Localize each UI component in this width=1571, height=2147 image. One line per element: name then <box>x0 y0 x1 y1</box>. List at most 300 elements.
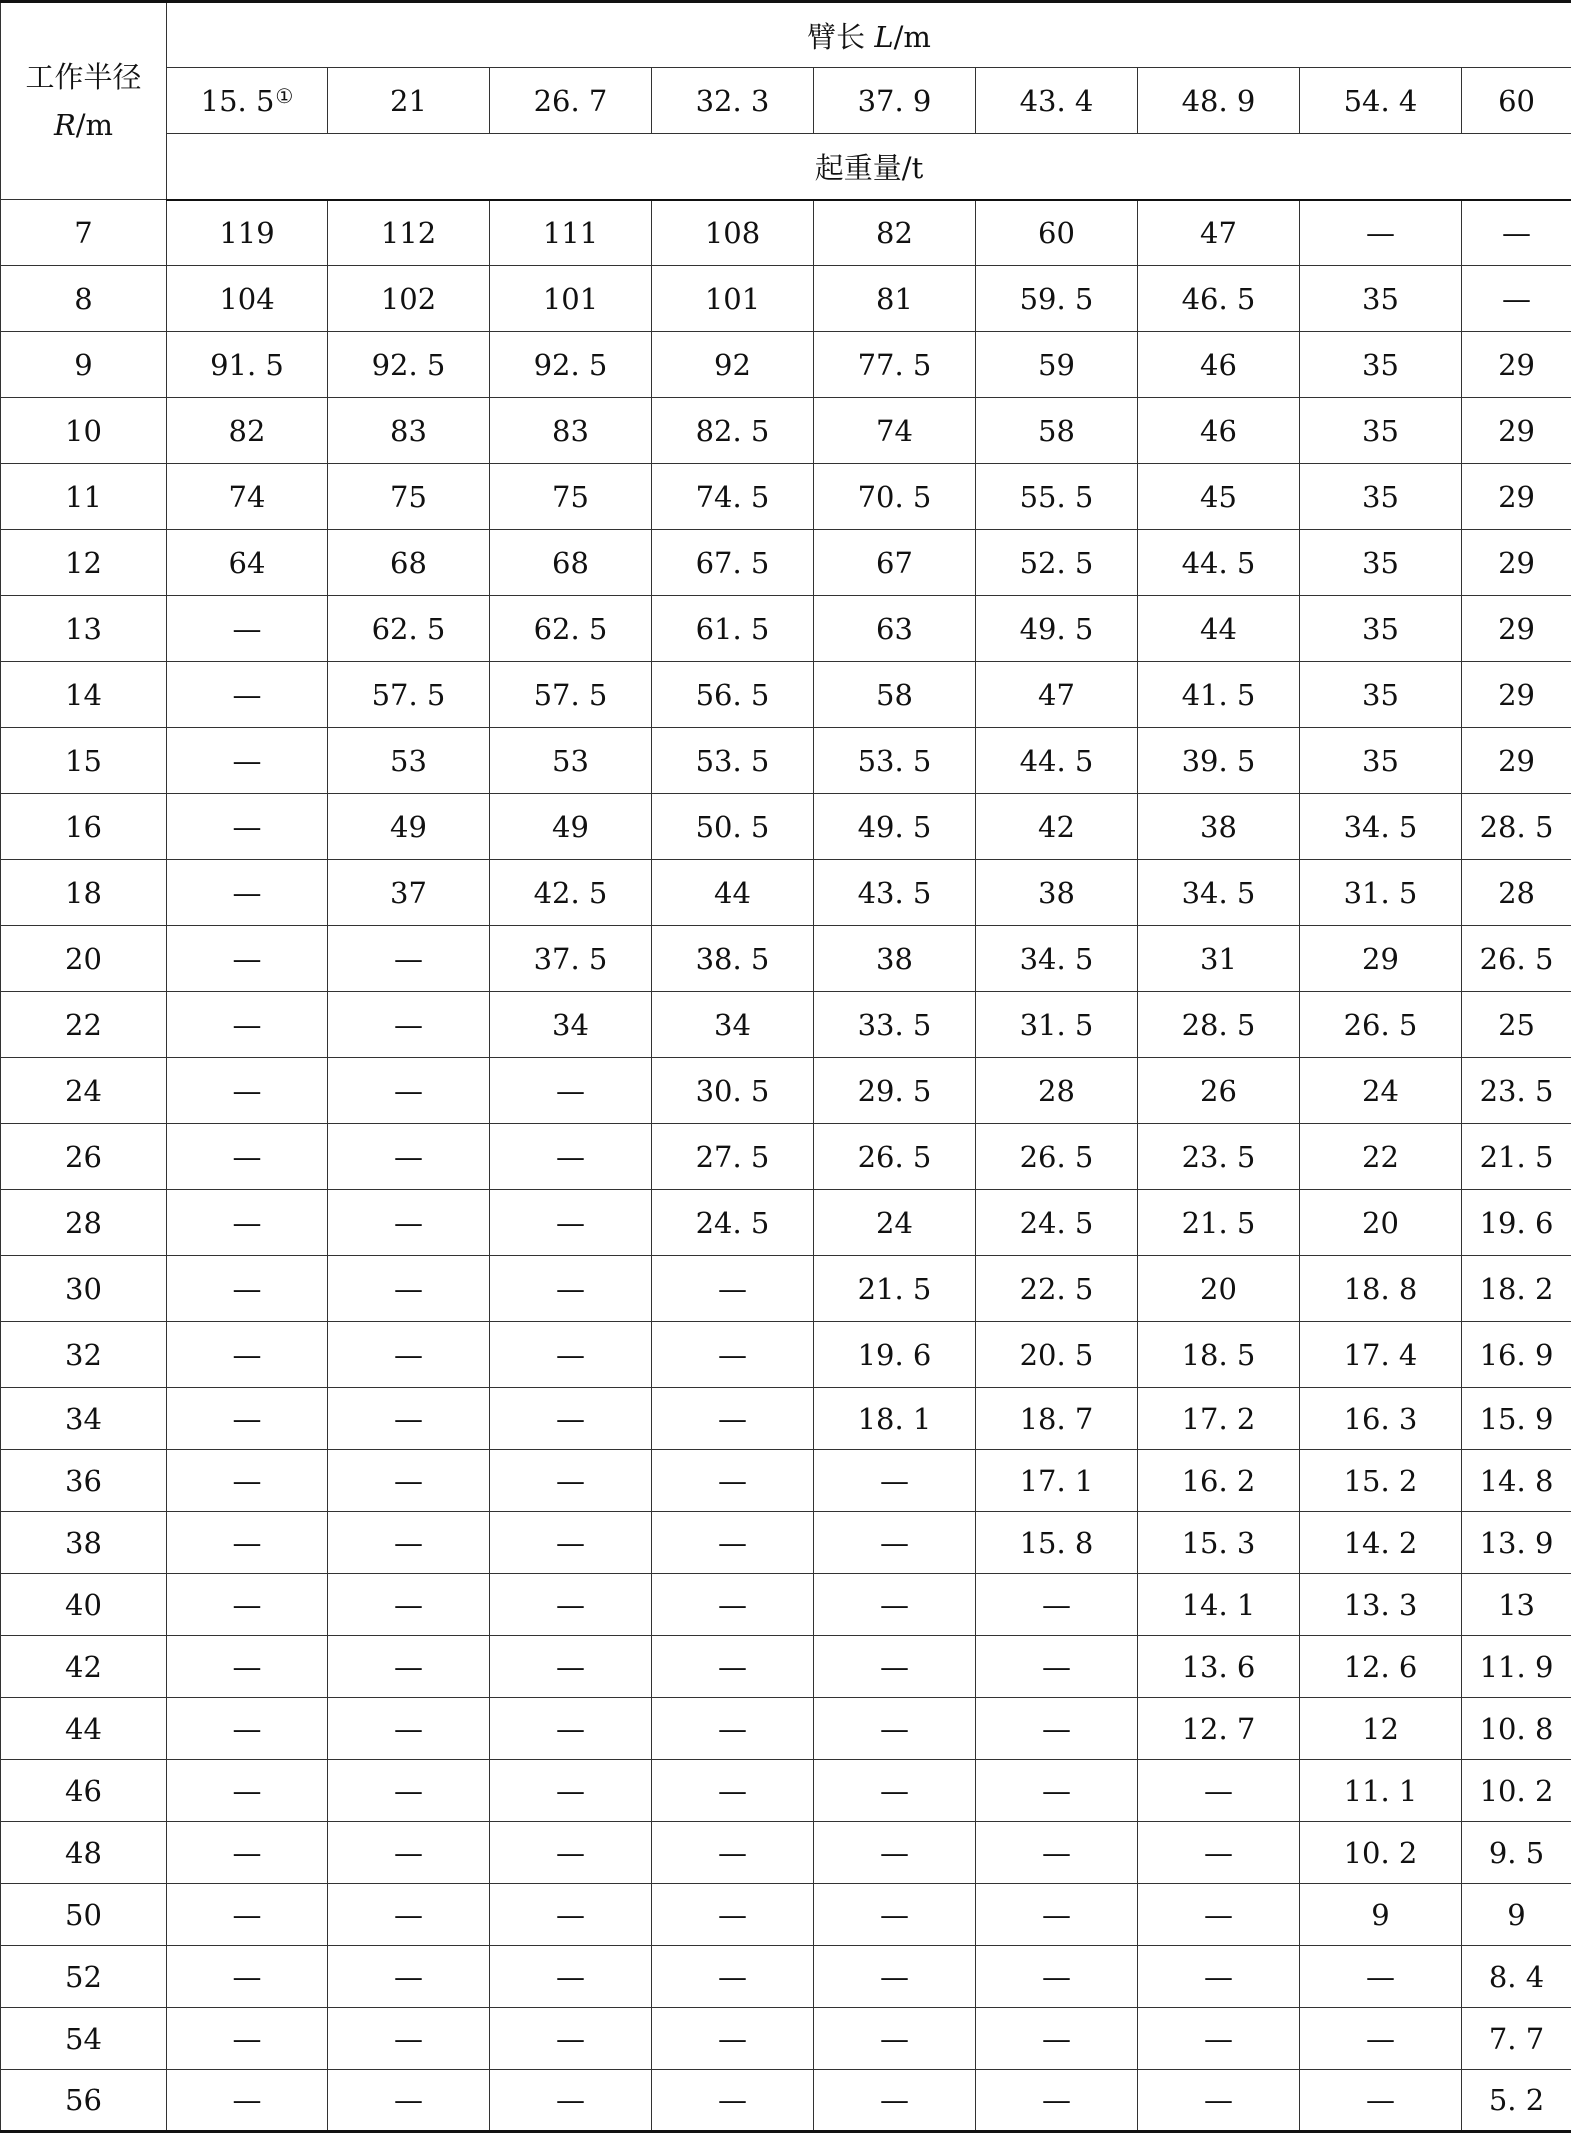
capacity-cell: 74. 5 <box>652 464 814 530</box>
table-row <box>1 728 1571 794</box>
capacity-cell: 20. 5 <box>976 1322 1138 1388</box>
boom-length-value: 15. 5 <box>200 83 275 118</box>
capacity-cell: — <box>1138 2008 1300 2070</box>
capacity-cell: 49. 5 <box>814 794 976 860</box>
capacity-cell: — <box>1138 1822 1300 1884</box>
capacity-cell: — <box>652 1512 814 1574</box>
radius-header-cell <box>1 2 167 200</box>
capacity-cell: 45 <box>1138 464 1300 530</box>
capacity-cell: — <box>328 2008 490 2070</box>
capacity-cell: 23. 5 <box>1462 1058 1571 1124</box>
boom-length-value: 43. 4 <box>1019 83 1094 118</box>
capacity-cell: 68 <box>490 530 652 596</box>
capacity-cell: — <box>1138 2070 1300 2132</box>
radius-cell: 46 <box>1 1760 167 1822</box>
capacity-cell: 55. 5 <box>976 464 1138 530</box>
capacity-cell: 11. 1 <box>1300 1760 1462 1822</box>
boom-length-value: 48. 9 <box>1181 83 1256 118</box>
capacity-cell: — <box>652 1946 814 2008</box>
table-row <box>1 2008 1571 2070</box>
capacity-cell: 60 <box>976 200 1138 266</box>
capacity-cell: 46 <box>1138 398 1300 464</box>
capacity-cell: — <box>652 1388 814 1450</box>
capacity-cell: — <box>167 1322 328 1388</box>
capacity-cell: — <box>167 1946 328 2008</box>
radius-cell: 8 <box>1 266 167 332</box>
radius-cell: 30 <box>1 1256 167 1322</box>
capacity-cell: 15. 2 <box>1300 1450 1462 1512</box>
radius-symbol: R <box>53 108 76 142</box>
capacity-cell: — <box>1138 1760 1300 1822</box>
capacity-cell: 35 <box>1300 662 1462 728</box>
capacity-cell: 31. 5 <box>976 992 1138 1058</box>
radius-cell: 13 <box>1 596 167 662</box>
capacity-cell: — <box>490 1822 652 1884</box>
capacity-cell: 18. 5 <box>1138 1322 1300 1388</box>
radius-cell: 34 <box>1 1388 167 1450</box>
capacity-cell: 35 <box>1300 728 1462 794</box>
capacity-cell: 81 <box>814 266 976 332</box>
capacity-cell: 29 <box>1462 662 1571 728</box>
capacity-cell: — <box>328 926 490 992</box>
capacity-cell: — <box>1300 2070 1462 2132</box>
capacity-cell: — <box>490 1190 652 1256</box>
boom-length-cell <box>976 68 1138 134</box>
capacity-cell: 35 <box>1300 530 1462 596</box>
capacity-cell: 28 <box>1462 860 1571 926</box>
capacity-cell: 29 <box>1300 926 1462 992</box>
table-row <box>1 1760 1571 1822</box>
radius-unit: /m <box>75 108 114 142</box>
table-row <box>1 1322 1571 1388</box>
capacity-cell: 14. 8 <box>1462 1450 1571 1512</box>
boom-length-cell <box>652 68 814 134</box>
capacity-cell: 10. 2 <box>1300 1822 1462 1884</box>
boom-length-value: 37. 9 <box>857 83 932 118</box>
capacity-cell: — <box>814 1636 976 1698</box>
capacity-cell: 30. 5 <box>652 1058 814 1124</box>
boom-length-cell <box>1138 68 1300 134</box>
capacity-cell: 18. 1 <box>814 1388 976 1450</box>
capacity-cell: 17. 1 <box>976 1450 1138 1512</box>
capacity-cell: 42 <box>976 794 1138 860</box>
capacity-cell: 21. 5 <box>1462 1124 1571 1190</box>
boom-length-value: 54. 4 <box>1343 83 1418 118</box>
capacity-cell: 39. 5 <box>1138 728 1300 794</box>
capacity-cell: 16. 2 <box>1138 1450 1300 1512</box>
capacity-cell: 34. 5 <box>1138 860 1300 926</box>
table-row <box>1 860 1571 926</box>
capacity-cell: — <box>814 2008 976 2070</box>
capacity-cell: — <box>167 1256 328 1322</box>
capacity-cell: 29 <box>1462 530 1571 596</box>
capacity-cell: 10. 2 <box>1462 1760 1571 1822</box>
table-row <box>1 596 1571 662</box>
capacity-cell: 53 <box>490 728 652 794</box>
capacity-cell: 18. 8 <box>1300 1256 1462 1322</box>
capacity-cell: 12 <box>1300 1698 1462 1760</box>
capacity-cell: 31 <box>1138 926 1300 992</box>
capacity-cell: — <box>814 1760 976 1822</box>
table-body <box>1 200 1571 2132</box>
capacity-cell: — <box>490 1512 652 1574</box>
boom-length-cell <box>167 68 328 134</box>
table-row <box>1 1256 1571 1322</box>
capacity-cell: 12. 7 <box>1138 1698 1300 1760</box>
capacity-cell: — <box>1462 200 1571 266</box>
capacity-cell: — <box>167 596 328 662</box>
boom-length-value: 21 <box>390 83 427 118</box>
table-row <box>1 1946 1571 2008</box>
capacity-cell: — <box>328 1698 490 1760</box>
capacity-cell: 34. 5 <box>1300 794 1462 860</box>
capacity-cell: — <box>167 1760 328 1822</box>
capacity-cell: 74 <box>814 398 976 464</box>
table-row <box>1 398 1571 464</box>
capacity-cell: — <box>652 1760 814 1822</box>
radius-cell: 14 <box>1 662 167 728</box>
capacity-cell: — <box>490 2008 652 2070</box>
capacity-cell: 14. 2 <box>1300 1512 1462 1574</box>
capacity-cell: 28 <box>976 1058 1138 1124</box>
capacity-cell: 29 <box>1462 398 1571 464</box>
radius-label: 工作半径 <box>25 60 142 94</box>
radius-cell: 44 <box>1 1698 167 1760</box>
table-row <box>1 464 1571 530</box>
capacity-cell: 24. 5 <box>652 1190 814 1256</box>
capacity-cell: — <box>328 1450 490 1512</box>
capacity-cell: 101 <box>490 266 652 332</box>
capacity-cell: 112 <box>328 200 490 266</box>
capacity-cell: — <box>490 1946 652 2008</box>
capacity-cell: — <box>167 794 328 860</box>
capacity-cell: — <box>167 1058 328 1124</box>
capacity-cell: — <box>814 1884 976 1946</box>
capacity-cell: — <box>328 1256 490 1322</box>
capacity-cell: 111 <box>490 200 652 266</box>
capacity-cell: — <box>490 1388 652 1450</box>
capacity-cell: — <box>814 1512 976 1574</box>
capacity-cell: 57. 5 <box>490 662 652 728</box>
capacity-cell: 15. 8 <box>976 1512 1138 1574</box>
capacity-cell: 27. 5 <box>652 1124 814 1190</box>
capacity-cell: 26. 5 <box>976 1124 1138 1190</box>
capacity-cell: — <box>328 1124 490 1190</box>
table-row <box>1 662 1571 728</box>
table-row <box>1 1058 1571 1124</box>
capacity-cell: — <box>490 2070 652 2132</box>
capacity-cell: — <box>167 1512 328 1574</box>
capacity-cell: 108 <box>652 200 814 266</box>
radius-symbol-line <box>1 101 166 149</box>
capacity-cell: 5. 2 <box>1462 2070 1571 2132</box>
capacity-cell: 43. 5 <box>814 860 976 926</box>
radius-cell: 26 <box>1 1124 167 1190</box>
footnote-marker: ① <box>275 83 294 108</box>
capacity-cell: 92. 5 <box>328 332 490 398</box>
capacity-cell: 53. 5 <box>652 728 814 794</box>
table-row <box>1 1388 1571 1450</box>
capacity-cell: 18. 2 <box>1462 1256 1571 1322</box>
capacity-cell: 75 <box>328 464 490 530</box>
capacity-cell: — <box>976 1760 1138 1822</box>
radius-cell: 42 <box>1 1636 167 1698</box>
capacity-cell: — <box>490 1450 652 1512</box>
capacity-cell: — <box>652 1450 814 1512</box>
capacity-cell: — <box>490 1760 652 1822</box>
capacity-cell: 19. 6 <box>814 1322 976 1388</box>
capacity-cell: 26. 5 <box>814 1124 976 1190</box>
boom-length-cell <box>814 68 976 134</box>
capacity-cell: 15. 3 <box>1138 1512 1300 1574</box>
radius-cell: 32 <box>1 1322 167 1388</box>
capacity-cell: 53. 5 <box>814 728 976 794</box>
capacity-cell: — <box>328 1058 490 1124</box>
capacity-cell: 63 <box>814 596 976 662</box>
boom-length-row <box>1 68 1571 134</box>
capacity-cell: 13 <box>1462 1574 1571 1636</box>
radius-cell: 28 <box>1 1190 167 1256</box>
boom-length-cell <box>1462 68 1571 134</box>
capacity-cell: — <box>652 2008 814 2070</box>
capacity-cell: 49. 5 <box>976 596 1138 662</box>
capacity-cell: 24 <box>814 1190 976 1256</box>
capacity-cell: 33. 5 <box>814 992 976 1058</box>
capacity-cell: 50. 5 <box>652 794 814 860</box>
capacity-cell: — <box>652 1322 814 1388</box>
capacity-cell: 77. 5 <box>814 332 976 398</box>
radius-cell: 16 <box>1 794 167 860</box>
capacity-cell: 38 <box>1138 794 1300 860</box>
capacity-cell: 29. 5 <box>814 1058 976 1124</box>
capacity-cell: 9. 5 <box>1462 1822 1571 1884</box>
capacity-cell: 12. 6 <box>1300 1636 1462 1698</box>
boom-length-value: 26. 7 <box>533 83 608 118</box>
boom-symbol: L <box>874 19 894 54</box>
capacity-cell: — <box>652 1256 814 1322</box>
capacity-cell: — <box>976 1636 1138 1698</box>
capacity-cell: 17. 4 <box>1300 1322 1462 1388</box>
capacity-cell: 83 <box>328 398 490 464</box>
capacity-cell: — <box>167 1388 328 1450</box>
capacity-cell: — <box>490 1124 652 1190</box>
radius-cell: 9 <box>1 332 167 398</box>
table-row <box>1 1124 1571 1190</box>
capacity-cell: 13. 3 <box>1300 1574 1462 1636</box>
table-row <box>1 1450 1571 1512</box>
capacity-cell: 49 <box>328 794 490 860</box>
capacity-cell: 16. 3 <box>1300 1388 1462 1450</box>
capacity-cell: — <box>328 1636 490 1698</box>
radius-cell: 24 <box>1 1058 167 1124</box>
capacity-cell: 9 <box>1462 1884 1571 1946</box>
radius-cell: 20 <box>1 926 167 992</box>
capacity-cell: 20 <box>1138 1256 1300 1322</box>
capacity-cell: 49 <box>490 794 652 860</box>
capacity-cell: 52. 5 <box>976 530 1138 596</box>
capacity-cell: 56. 5 <box>652 662 814 728</box>
capacity-cell: 44 <box>1138 596 1300 662</box>
capacity-cell: — <box>167 1884 328 1946</box>
capacity-cell: 18. 7 <box>976 1388 1138 1450</box>
capacity-cell: — <box>490 1322 652 1388</box>
radius-cell: 18 <box>1 860 167 926</box>
radius-cell: 22 <box>1 992 167 1058</box>
radius-cell: 48 <box>1 1822 167 1884</box>
capacity-cell: 92 <box>652 332 814 398</box>
radius-cell: 12 <box>1 530 167 596</box>
capacity-cell: 21. 5 <box>1138 1190 1300 1256</box>
capacity-cell: 29 <box>1462 464 1571 530</box>
capacity-cell: 35 <box>1300 398 1462 464</box>
capacity-cell: — <box>328 1388 490 1450</box>
capacity-cell: — <box>167 992 328 1058</box>
radius-cell: 52 <box>1 1946 167 2008</box>
capacity-cell: — <box>1138 1946 1300 2008</box>
capacity-cell: 59 <box>976 332 1138 398</box>
capacity-cell: — <box>328 992 490 1058</box>
capacity-cell: — <box>814 1822 976 1884</box>
capacity-cell: 21. 5 <box>814 1256 976 1322</box>
capacity-cell: 22. 5 <box>976 1256 1138 1322</box>
capacity-cell: 37. 5 <box>490 926 652 992</box>
capacity-cell: 75 <box>490 464 652 530</box>
capacity-cell: 82. 5 <box>652 398 814 464</box>
boom-length-header <box>167 2 1571 68</box>
capacity-cell: 82 <box>814 200 976 266</box>
capacity-cell: 26 <box>1138 1058 1300 1124</box>
capacity-cell: 102 <box>328 266 490 332</box>
capacity-cell: — <box>976 1574 1138 1636</box>
capacity-cell: — <box>167 1450 328 1512</box>
capacity-cell: 17. 2 <box>1138 1388 1300 1450</box>
capacity-cell: — <box>1300 200 1462 266</box>
boom-length-cell <box>1300 68 1462 134</box>
capacity-cell: 35 <box>1300 332 1462 398</box>
capacity-cell: 47 <box>976 662 1138 728</box>
boom-length-cell <box>490 68 652 134</box>
capacity-cell: — <box>490 1574 652 1636</box>
capacity-cell: — <box>652 1884 814 1946</box>
capacity-cell: 34 <box>490 992 652 1058</box>
capacity-cell: 22 <box>1300 1124 1462 1190</box>
capacity-cell: — <box>328 1884 490 1946</box>
table-row <box>1 200 1571 266</box>
capacity-cell: — <box>328 2070 490 2132</box>
capacity-cell: — <box>167 926 328 992</box>
capacity-cell: 29 <box>1462 728 1571 794</box>
boom-unit: /m <box>893 19 931 54</box>
capacity-cell: 53 <box>328 728 490 794</box>
capacity-cell: 83 <box>490 398 652 464</box>
table-row <box>1 794 1571 860</box>
capacity-cell: — <box>167 860 328 926</box>
capacity-cell: 28. 5 <box>1138 992 1300 1058</box>
capacity-cell: — <box>814 2070 976 2132</box>
capacity-cell: 35 <box>1300 464 1462 530</box>
capacity-cell: — <box>1138 1884 1300 1946</box>
capacity-cell: 34. 5 <box>976 926 1138 992</box>
capacity-cell: — <box>976 2070 1138 2132</box>
capacity-cell: — <box>167 1698 328 1760</box>
capacity-cell: 25 <box>1462 992 1571 1058</box>
table-row <box>1 530 1571 596</box>
table-row <box>1 1884 1571 1946</box>
boom-length-value: 32. 3 <box>695 83 770 118</box>
capacity-cell: — <box>814 1698 976 1760</box>
capacity-cell: 104 <box>167 266 328 332</box>
radius-cell: 36 <box>1 1450 167 1512</box>
capacity-cell: 67 <box>814 530 976 596</box>
capacity-cell: 23. 5 <box>1138 1124 1300 1190</box>
capacity-cell: 38 <box>976 860 1138 926</box>
capacity-cell: 13. 9 <box>1462 1512 1571 1574</box>
capacity-cell: — <box>652 1822 814 1884</box>
capacity-cell: 101 <box>652 266 814 332</box>
capacity-cell: 20 <box>1300 1190 1462 1256</box>
capacity-cell: 8. 4 <box>1462 1946 1571 2008</box>
capacity-cell: 7. 7 <box>1462 2008 1571 2070</box>
capacity-cell: 13. 6 <box>1138 1636 1300 1698</box>
capacity-cell: 37 <box>328 860 490 926</box>
capacity-cell: — <box>328 1322 490 1388</box>
capacity-cell: — <box>1300 1946 1462 2008</box>
capacity-cell: — <box>328 1760 490 1822</box>
capacity-cell: — <box>490 1058 652 1124</box>
capacity-cell: 62. 5 <box>328 596 490 662</box>
table-row <box>1 1822 1571 1884</box>
capacity-cell: — <box>328 1190 490 1256</box>
capacity-cell: 47 <box>1138 200 1300 266</box>
capacity-cell: 46. 5 <box>1138 266 1300 332</box>
capacity-cell: — <box>652 1636 814 1698</box>
radius-cell: 54 <box>1 2008 167 2070</box>
capacity-cell: 11. 9 <box>1462 1636 1571 1698</box>
capacity-cell: 44. 5 <box>1138 530 1300 596</box>
table-row <box>1 992 1571 1058</box>
table-row <box>1 926 1571 992</box>
capacity-cell: — <box>652 1574 814 1636</box>
capacity-cell: — <box>490 1256 652 1322</box>
capacity-cell: 26. 5 <box>1462 926 1571 992</box>
capacity-cell: 38 <box>814 926 976 992</box>
table-row <box>1 1512 1571 1574</box>
radius-cell: 50 <box>1 1884 167 1946</box>
capacity-cell: 14. 1 <box>1138 1574 1300 1636</box>
capacity-cell: 46 <box>1138 332 1300 398</box>
capacity-cell: 24 <box>1300 1058 1462 1124</box>
capacity-cell: 67. 5 <box>652 530 814 596</box>
capacity-cell: 28. 5 <box>1462 794 1571 860</box>
radius-cell: 15 <box>1 728 167 794</box>
capacity-cell: 74 <box>167 464 328 530</box>
capacity-cell: — <box>1462 266 1571 332</box>
capacity-cell: — <box>167 1574 328 1636</box>
radius-cell: 56 <box>1 2070 167 2132</box>
capacity-cell: — <box>328 1512 490 1574</box>
capacity-cell: 41. 5 <box>1138 662 1300 728</box>
capacity-cell: — <box>167 1190 328 1256</box>
capacity-cell: 57. 5 <box>328 662 490 728</box>
boom-length-cell <box>328 68 490 134</box>
capacity-cell: 62. 5 <box>490 596 652 662</box>
capacity-cell: 38. 5 <box>652 926 814 992</box>
radius-cell: 7 <box>1 200 167 266</box>
capacity-cell: — <box>652 1698 814 1760</box>
capacity-cell: — <box>490 1698 652 1760</box>
capacity-cell: — <box>814 1450 976 1512</box>
capacity-cell: 58 <box>976 398 1138 464</box>
